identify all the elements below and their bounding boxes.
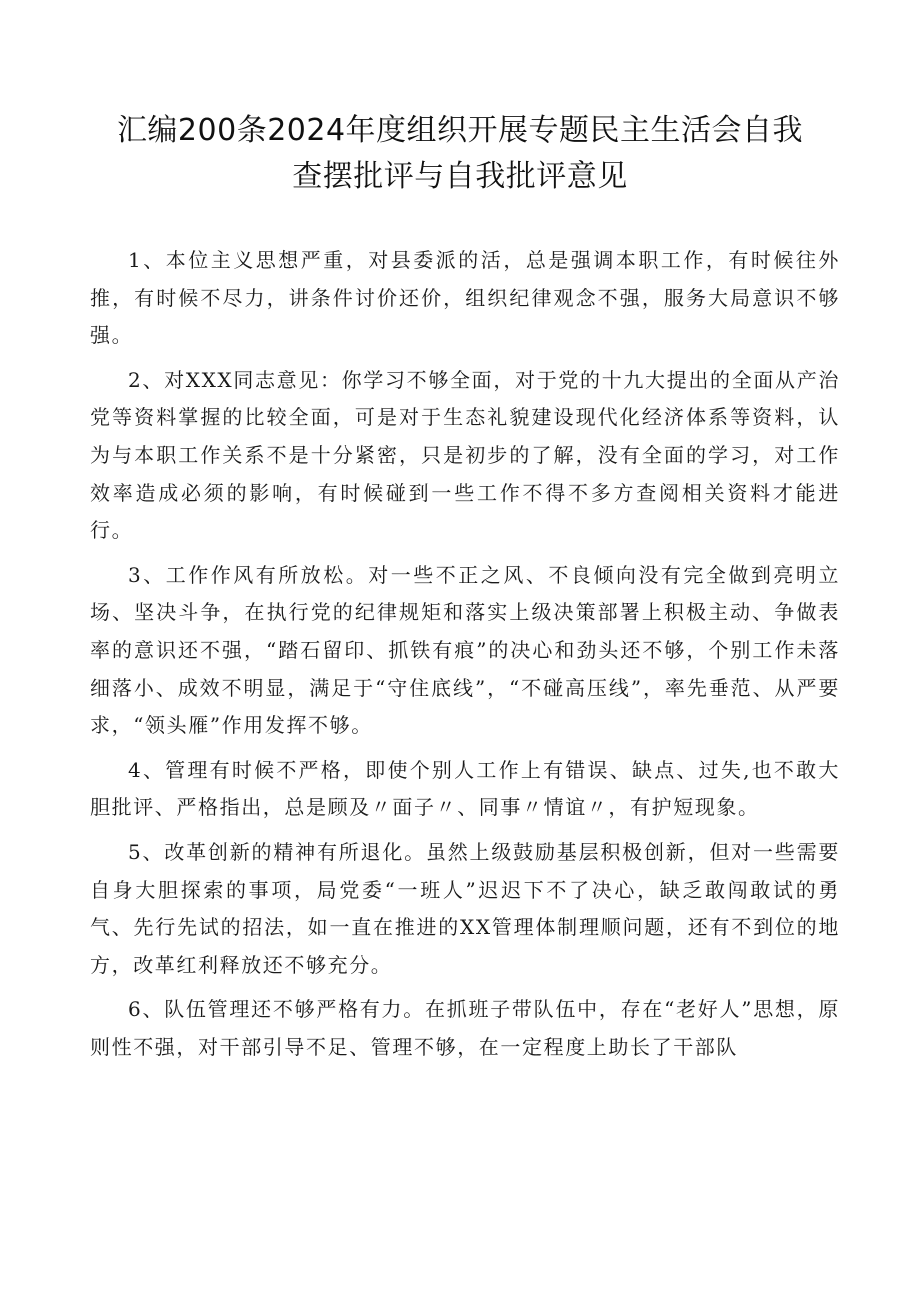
paragraph-4: 4、管理有时候不严格，即使个别人工作上有错误、缺点、过失,也不敢大胆批评、严格指出，总是顾及〃面子〃、同事〃情谊〃，有护短现象。 [90, 757, 840, 820]
paragraph-1: 1、本位主义思想严重，对县委派的活，总是强调本职工作，有时候往外推，有时候不尽力，讲条件讨价还价，组织纪律观念不强，服务大局意识不够强。 [90, 248, 840, 348]
document-title-line-2: 查摆批评与自我批评意见 [292, 159, 628, 194]
document-body [90, 242, 840, 1073]
paragraph-2: 2、对XXX同志意见：你学习不够全面，对于党的十九大提出的全面从产治党等资料掌握的比较全面，可是对于生态礼貌建设现代化经济体系等资料，认为与本职工作关系不是十分紧密，只是初步的了解，没有全面的学习，对工作效率造成必须的影响，有时候碰到一些工作不得不多方查阅相关资料才能进行。 [90, 367, 840, 543]
document-title-line-1: 汇编200条2024年度组织开展专题民主生活会自我 [116, 113, 804, 148]
paragraph-6: 6、队伍管理还不够严格有力。在抓班子带队伍中，存在“老好人”思想，原则性不强，对干部引导不足、管理不够，在一定程度上助长了干部队 [90, 997, 840, 1059]
paragraph-5: 5、改革创新的精神有所退化。虽然上级鼓励基层积极创新，但对一些需要自身大胆探索的事项，局党委“一班人”迟迟下不了决心，缺乏敢闯敢试的勇气、先行先试的招法，如一直在推进的XX管理体制理顺问题，还有不到位的地方，改革红利释放还不够充分。 [90, 839, 840, 977]
document-title [60, 108, 860, 200]
paragraph-3: 3、工作作风有所放松。对一些不正之风、不良倾向没有完全做到亮明立场、坚决斗争，在执行党的纪律规矩和落实上级决策部署上积极主动、争做表率的意识还不强，“踏石留印、抓铁有痕”的决心和劲头还不够，个别工作未落细落小、成效不明显，满足于“守住底线”，“不碰高压线”，率先垂范、从严要求，“领头雁”作用发挥不够。 [90, 562, 840, 738]
